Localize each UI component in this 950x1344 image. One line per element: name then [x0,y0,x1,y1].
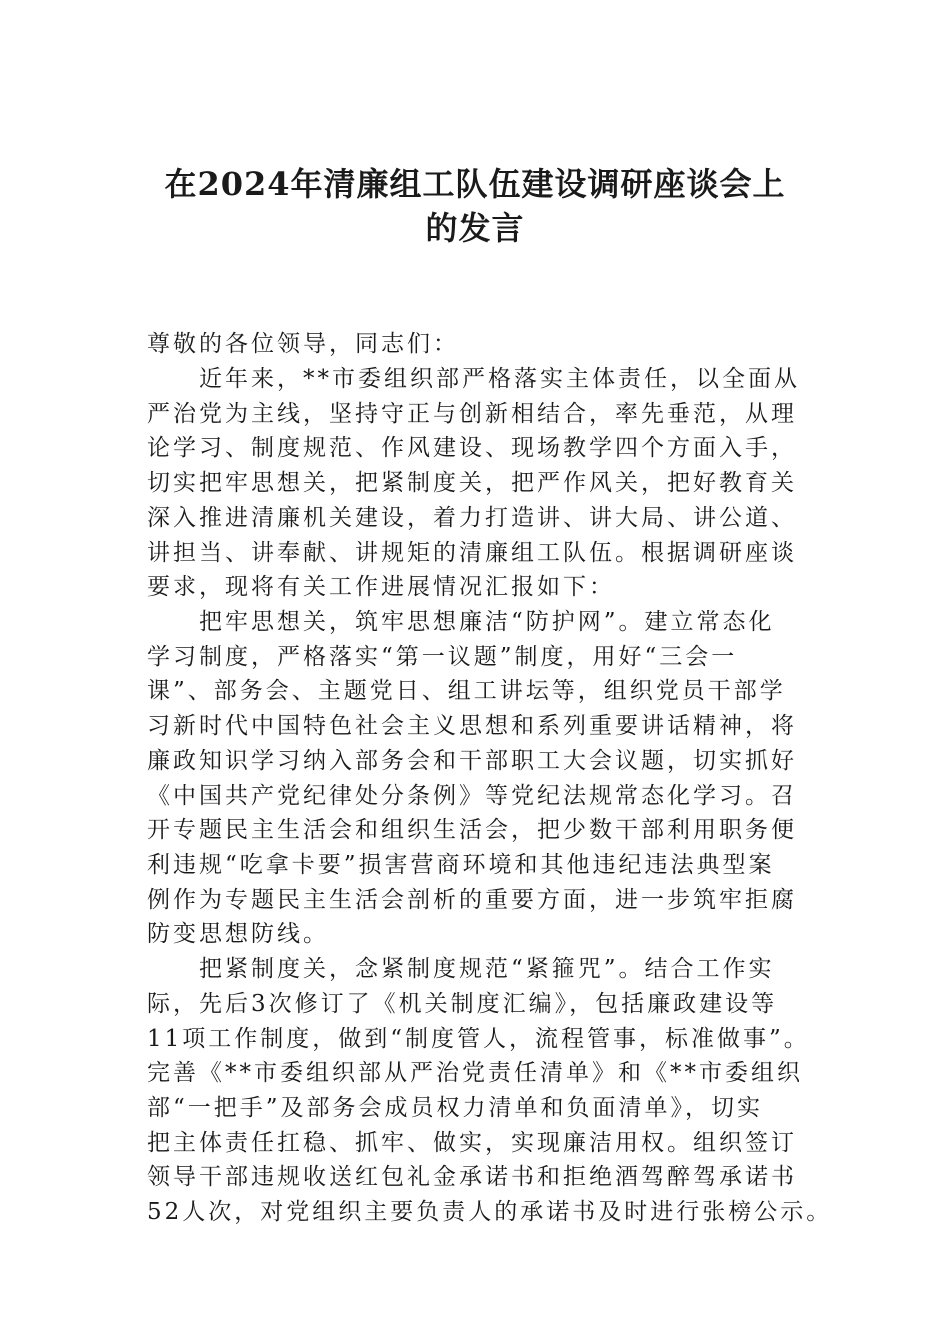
body-line: 把紧制度关，念紧制度规范“紧箍咒”。结合工作实 [147,956,775,982]
body-line: 要求，现将有关工作进展情况汇报如下： [147,574,615,600]
document-title-line-1: 在2024年清廉组工队伍建设调研座谈会上 [164,165,786,203]
body-line: 课”、部务会、主题党日、组工讲坛等，组织党员干部学 [147,678,786,704]
body-line: 开专题民主生活会和组织生活会，把少数干部利用职务便 [147,817,797,843]
body-line: 领导干部违规收送红包礼金承诺书和拒绝酒驾醉驾承诺书 [147,1164,797,1190]
body-line: 讲担当、讲奉献、讲规矩的清廉组工队伍。根据调研座谈 [147,540,797,566]
body-line: 深入推进清廉机关建设，着力打造讲、讲大局、讲公道、 [147,505,797,531]
body-line: 把牢思想关，筑牢思想廉洁“防护网”。建立常态化 [147,609,775,635]
body-line: 《中国共产党纪律处分条例》等党纪法规常态化学习。召 [147,783,797,809]
body-line: 严治党为主线，坚持守正与创新相结合，率先垂范，从理 [147,401,797,427]
body-line: 论学习、制度规范、作风建设、现场教学四个方面入手， [147,435,797,461]
body-line: 廉政知识学习纳入部务会和干部职工大会议题，切实抓好 [147,748,797,774]
body-line: 际，先后3次修订了《机关制度汇编》，包括廉政建设等 [147,991,778,1017]
body-line: 部“一把手”及部务会成员权力清单和负面清单》，切实 [147,1095,764,1121]
body-line: 11项工作制度，做到“制度管人，流程管事，标准做事”。 [147,1026,810,1052]
body-line: 利违规“吃拿卡要”损害营商环境和其他违纪违法典型案 [147,852,775,878]
body-line: 习新时代中国特色社会主义思想和系列重要讲话精神，将 [147,713,797,739]
body-line: 例作为专题民主生活会剖析的重要方面，进一步筑牢拒腐 [147,887,797,913]
body-line: 完善《**市委组织部从严治党责任清单》和《**市委组织 [147,1060,803,1086]
body-line: 学习制度，严格落实“第一议题”制度，用好“三会一 [147,644,738,670]
body-line: 切实把牢思想关，把紧制度关，把严作风关，把好教育关 [147,470,797,496]
body-line: 52人次，对党组织主要负责人的承诺书及时进行张榜公示。 [147,1199,833,1225]
body-line: 防变思想防线。 [147,921,329,947]
body-line: 把主体责任扛稳、抓牢、做实，实现廉洁用权。组织签订 [147,1130,797,1156]
body-line: 近年来，**市委组织部严格落实主体责任，以全面从 [147,366,800,392]
document-title-line-2: 的发言 [425,209,525,247]
salutation-line: 尊敬的各位领导，同志们： [147,331,459,357]
